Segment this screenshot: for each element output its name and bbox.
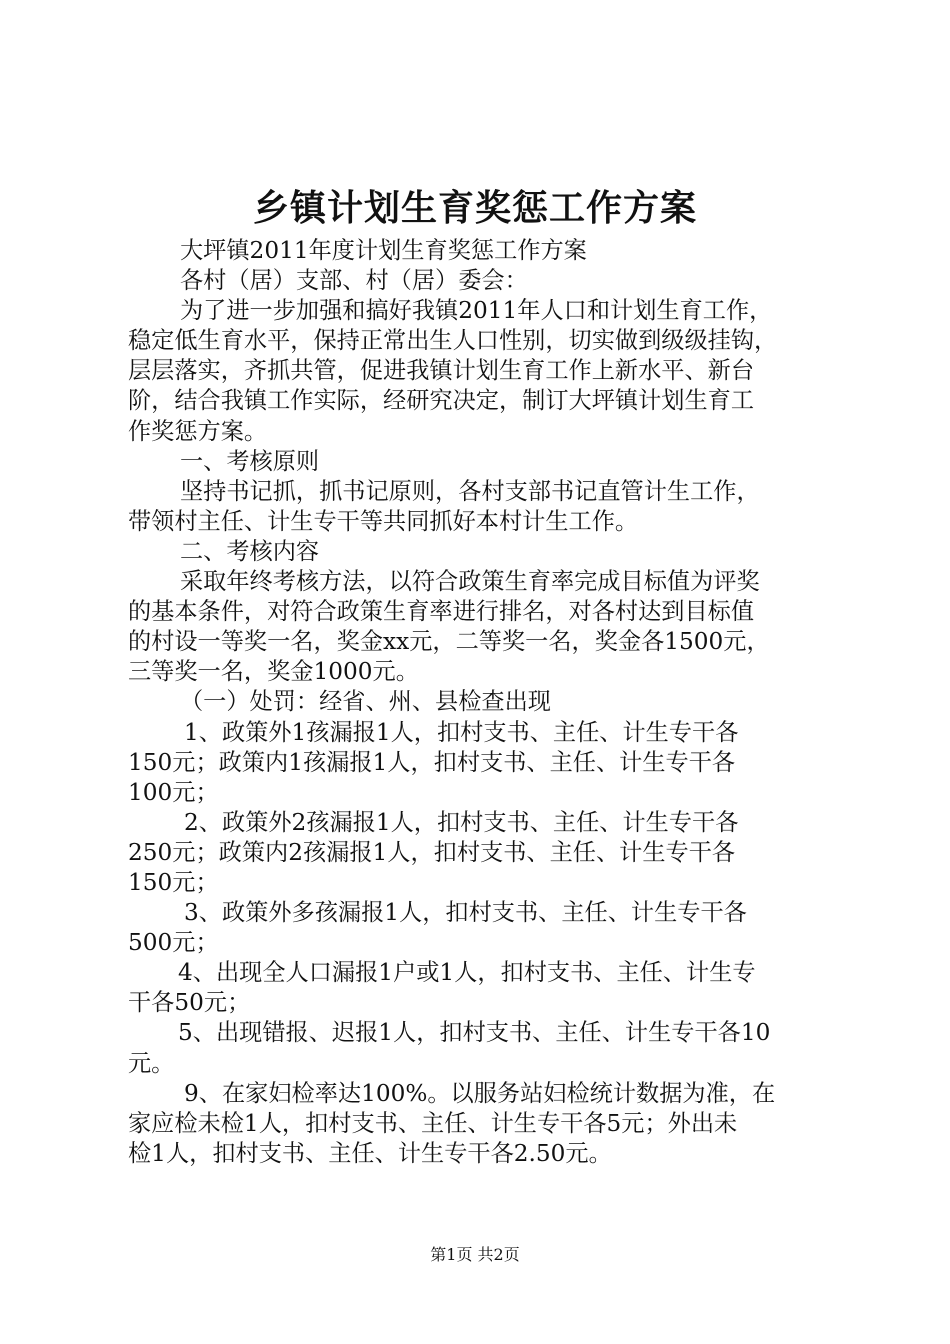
text-line: 一、考核原则 bbox=[180, 447, 320, 475]
text-line: 大坪镇2011年度计划生育奖惩工作方案 bbox=[180, 237, 587, 264]
text-line: 元。 bbox=[128, 1049, 175, 1077]
text-line: 三等奖一名，奖金1000元。 bbox=[128, 658, 419, 686]
text-line: 坚持书记抓，抓书记原则，各村支部书记直管计生工作， bbox=[180, 477, 760, 505]
list-item-penalty-3 bbox=[128, 898, 832, 958]
text-line: 500元； bbox=[128, 929, 219, 957]
text-line: 250元；政策内2孩漏报1人，扣村支书、主任、计生专干各 bbox=[128, 838, 736, 866]
list-item-penalty-4 bbox=[128, 958, 832, 1018]
document-body bbox=[128, 236, 832, 1169]
list-item-penalty-5 bbox=[128, 1018, 832, 1078]
paragraph-content bbox=[128, 567, 832, 687]
text-line: 带领村主任、计生专干等共同抓好本村计生工作。 bbox=[128, 507, 639, 535]
document-title: 乡镇计划生育奖惩工作方案 bbox=[252, 188, 697, 229]
text-line: 5、出现错报、迟报1人，扣村支书、主任、计生专干各10 bbox=[178, 1019, 771, 1047]
list-item-penalty-1 bbox=[128, 718, 832, 808]
text-line: 150元；政策内1孩漏报1人，扣村支书、主任、计生专干各 bbox=[128, 748, 736, 776]
subsection-heading-penalty bbox=[128, 687, 832, 717]
text-line: 二、考核内容 bbox=[180, 537, 320, 565]
text-line: 9、在家妇检率达100%。以服务站妇检统计数据为准，在 bbox=[184, 1079, 776, 1107]
paragraph-principle bbox=[128, 477, 832, 537]
text-line: 为了进一步加强和搞好我镇2011年人口和计划生育工作， bbox=[180, 297, 773, 325]
text-line: 的村设一等奖一名，奖金xx元，二等奖一名，奖金各1500元， bbox=[128, 628, 770, 656]
paragraph-intro bbox=[128, 296, 832, 446]
section-heading-principle bbox=[128, 447, 832, 477]
text-line: 4、出现全人口漏报1户或1人，扣村支书、主任、计生专 bbox=[178, 959, 756, 987]
text-line: 层层落实，齐抓共管，促进我镇计划生育工作上新水平、新台 bbox=[128, 357, 755, 385]
paragraph-heading-line bbox=[128, 236, 832, 266]
list-item-penalty-2 bbox=[128, 808, 832, 898]
list-item-penalty-9 bbox=[128, 1079, 832, 1169]
text-line: 150元； bbox=[128, 868, 219, 896]
text-line: 3、政策外多孩漏报1人，扣村支书、主任、计生专干各 bbox=[184, 899, 747, 927]
text-line: 干各50元； bbox=[128, 989, 251, 1017]
text-line: 稳定低生育水平，保持正常出生人口性别，切实做到级级挂钩， bbox=[128, 327, 778, 355]
text-line: 作奖惩方案。 bbox=[128, 417, 268, 445]
paragraph-salutation bbox=[128, 266, 832, 296]
text-line: 100元； bbox=[128, 778, 219, 806]
text-line: 各村（居）支部、村（居）委会： bbox=[180, 267, 528, 295]
text-line: 1、政策外1孩漏报1人，扣村支书、主任、计生专干各 bbox=[184, 718, 739, 746]
text-line: 家应检未检1人，扣村支书、主任、计生专干各5元；外出未 bbox=[128, 1109, 738, 1137]
text-line: 2、政策外2孩漏报1人，扣村支书、主任、计生专干各 bbox=[184, 808, 739, 836]
section-heading-content bbox=[128, 537, 832, 567]
text-line: 阶，结合我镇工作实际，经研究决定，制订大坪镇计划生育工 bbox=[128, 387, 755, 415]
text-line: 采取年终考核方法，以符合政策生育率完成目标值为评奖 bbox=[180, 568, 760, 596]
text-line: （一）处罚：经省、州、县检查出现 bbox=[180, 688, 551, 716]
page-number-footer: 第1页 共2页 bbox=[430, 1245, 520, 1264]
text-line: 检1人，扣村支书、主任、计生专干各2.50元。 bbox=[128, 1139, 612, 1167]
text-line: 的基本条件，对符合政策生育率进行排名，对各村达到目标值 bbox=[128, 598, 755, 626]
